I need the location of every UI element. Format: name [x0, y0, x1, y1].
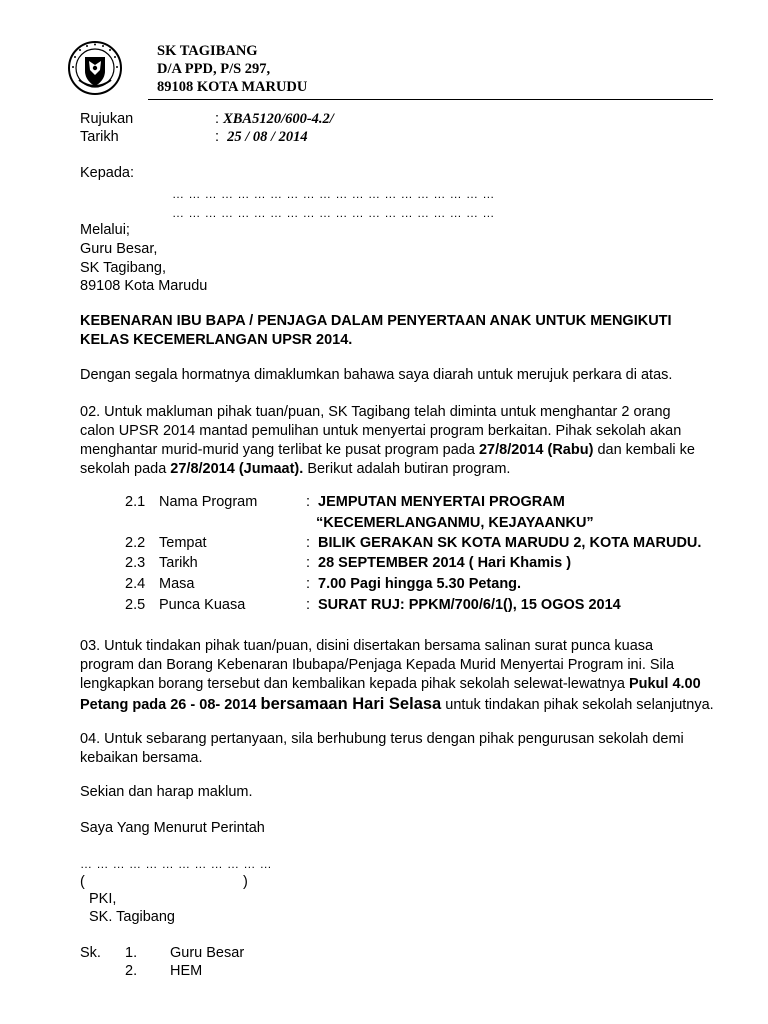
cc-num-2: 2.	[125, 963, 138, 979]
signatory-org: SK. Tagibang	[89, 909, 175, 925]
departure-date: 27/8/2014 (Rabu)	[478, 442, 594, 458]
para02-line-1: 02. Untuk makluman pihak tuan/puan, SK Tagibang telah diminta untuk menghantar 2 orang	[80, 404, 671, 420]
detail-value: 7.00 Pagi hingga 5.30 Petang.	[318, 576, 522, 592]
closing-line: Sekian dan harap maklum.	[80, 784, 253, 800]
detail-value: SURAT RUJ: PPKM/700/6/1(), 15 OGOS 2014	[318, 597, 621, 613]
detail-sep: :	[306, 597, 311, 613]
letterhead-divider	[148, 99, 713, 100]
address-line-1: D/A PPD, P/S 297,	[157, 61, 271, 77]
para02-line-2: calon UPSR 2014 mantad pemulihan untuk menyertai program berkaitan. Pihak sekolah akan	[80, 423, 682, 439]
melalui-label: Melalui;	[80, 222, 130, 238]
kepada-label: Kepada:	[80, 165, 135, 181]
detail-label: Tempat	[159, 535, 207, 551]
via-line-2: SK Tagibang,	[80, 260, 166, 276]
opening-paragraph: Dengan segala hormatnya dimaklumkan bahawa saya diarah untuk merujuk perkara di atas.	[80, 367, 673, 383]
rujukan-value	[215, 111, 334, 128]
paragraph-04	[80, 730, 730, 768]
detail-num: 2.1	[125, 494, 146, 510]
recipient-dots-2: … … … … … … … … … … … … … … … … … … … …	[172, 206, 495, 220]
tarikh-sep: :	[215, 129, 220, 145]
deadline-time: Pukul 4.00	[628, 676, 701, 692]
detail-sep: :	[306, 555, 311, 571]
detail-label: Nama Program	[159, 494, 258, 510]
para02-text: dan kembali ke	[593, 442, 695, 458]
detail-num: 2.5	[125, 597, 146, 613]
detail-label: Masa	[159, 576, 195, 592]
deadline-day: bersamaan Hari Selasa	[260, 695, 442, 713]
paragraph-03	[80, 637, 730, 715]
signature-dots: … … … … … … … … … … … …	[80, 857, 273, 871]
subject-line-2: KELAS KECEMERLANGAN UPSR 2014.	[80, 332, 353, 348]
school-name: SK TAGIBANG	[157, 43, 258, 59]
detail-value: JEMPUTAN MENYERTAI PROGRAM	[318, 494, 565, 510]
detail-label: Punca Kuasa	[159, 597, 246, 613]
detail-label: Tarikh	[159, 555, 198, 571]
para02-line-3	[80, 441, 730, 460]
tarikh-label: Tarikh	[80, 129, 119, 145]
signatory-title: PKI,	[89, 891, 117, 907]
recipient-dots-1: … … … … … … … … … … … … … … … … … … … …	[172, 187, 495, 201]
para03-text: lengkapkan borang tersebut dan kembalikan kepada pihak sekolah selewat-lewatnya	[80, 676, 629, 692]
detail-sep: :	[306, 576, 311, 592]
para02-line-4	[80, 460, 730, 479]
rujukan-label: Rujukan	[80, 111, 134, 127]
detail-num: 2.3	[125, 555, 146, 571]
return-date: 27/8/2014 (Jumaat).	[170, 461, 304, 477]
school-crest-icon	[67, 40, 123, 96]
rujukan-sep: :	[215, 111, 220, 127]
detail-num: 2.2	[125, 535, 146, 551]
para03-line-1: 03. Untuk tindakan pihak tuan/puan, disini disertakan bersama salinan surat punca kuasa	[80, 638, 654, 654]
signature-close-paren: )	[243, 874, 248, 890]
para02-text: Berikut adalah butiran program.	[303, 461, 511, 477]
para03-line-4	[80, 695, 730, 715]
paragraph-02	[80, 403, 730, 479]
para02-text: menghantar murid-murid yang terlibat ke pusat program pada	[80, 442, 479, 458]
sign-off-line: Saya Yang Menurut Perintah	[80, 820, 265, 836]
cc-item-2: HEM	[170, 963, 203, 979]
via-line-3: 89108 Kota Marudu	[80, 278, 208, 294]
detail-value: BILIK GERAKAN SK KOTA MARUDU 2, KOTA MARUDU.	[318, 535, 702, 551]
via-line-1: Guru Besar,	[80, 241, 158, 257]
para03-line-3	[80, 675, 730, 694]
rujukan-number: XBA5120/600-4.2/	[223, 111, 334, 127]
letter-date: 25 / 08 / 2014	[227, 129, 308, 145]
subject-line-1: KEBENARAN IBU BAPA / PENJAGA DALAM PENYERTAAN ANAK UNTUK MENGIKUTI	[80, 313, 672, 329]
deadline-date: Petang pada 26 - 08- 2014	[80, 697, 261, 713]
detail-sep: :	[306, 535, 311, 551]
para04-line-2: kebaikan bersama.	[80, 750, 203, 766]
para03-line-2: program dan Borang Kebenaran Ibubapa/Penjaga Kepada Murid Menyertai Program ini. Sila	[80, 657, 675, 673]
para03-text: untuk tindakan pihak sekolah selanjutnya.	[441, 697, 714, 713]
detail-sep: :	[306, 494, 311, 510]
detail-value: 28 SEPTEMBER 2014 ( Hari Khamis )	[318, 555, 572, 571]
signature-open-paren: (	[80, 874, 85, 890]
cc-label: Sk.	[80, 945, 101, 961]
tarikh-value	[215, 129, 308, 146]
cc-num-1: 1.	[125, 945, 138, 961]
para04-line-1: 04. Untuk sebarang pertanyaan, sila berhubung terus dengan pihak pengurusan sekolah demi	[80, 731, 684, 747]
address-line-2: 89108 KOTA MARUDU	[157, 79, 308, 95]
para02-text: sekolah pada	[80, 461, 171, 477]
program-name: “KECEMERLANGANMU, KEJAYAANKU”	[316, 515, 594, 531]
detail-num: 2.4	[125, 576, 146, 592]
cc-item-1: Guru Besar	[170, 945, 245, 961]
